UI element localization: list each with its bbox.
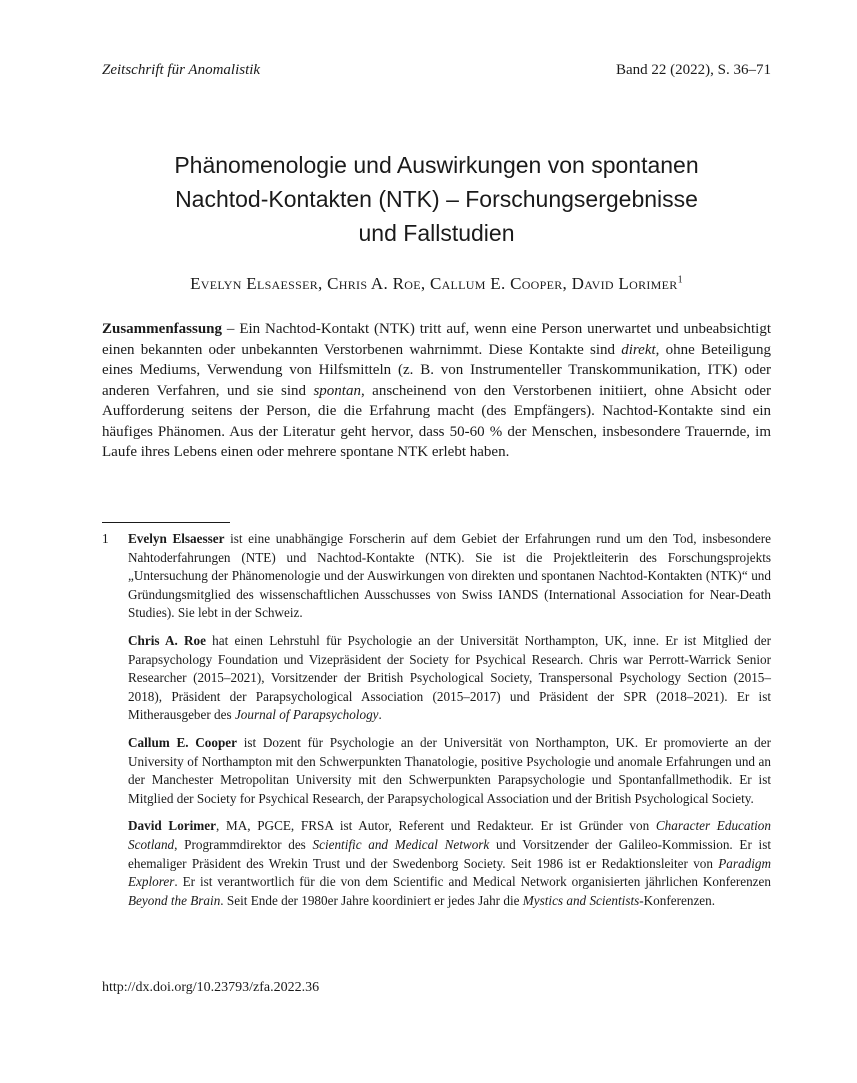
footnote-author-name: David Lorimer [128, 818, 216, 834]
footnote-text: hat einen Lehrstuhl für Psychologie an der Universität Northampton, UK, inne. Er ist Mitglied der Parapsychology Foundation und Vizepräsident der Society for Psychical Research. Chris war Perrott-Warrick Senior Researcher (2015–2021), Vorsitzender der British Psychological Society, Transpersonal Psychology Section (2015–2018), Präsident der Parapsychological Association (2015–2017) und Präsident der SPR (2018–2021). Er ist Mitherausgeber des [128, 632, 771, 723]
title-line-1: Phänomenologie und Auswirkungen von spontanen [174, 152, 699, 178]
footnote-text-end: . [378, 707, 382, 723]
abstract-label: Zusammenfassung [102, 321, 223, 337]
footnote-em: Mystics and Scientists [522, 892, 640, 908]
running-head [102, 62, 771, 79]
footnote-author-name: Callum E. Cooper [128, 734, 238, 750]
footnote-em: Paradigm Explorer [128, 855, 771, 890]
footnote-roe [128, 632, 771, 725]
footnote-author-name: Chris A. Roe [128, 632, 206, 648]
footnote-rule [102, 522, 230, 523]
abstract-em-direkt: direkt [621, 341, 656, 358]
footnote-text: -Konferenzen. [639, 892, 716, 908]
footnote-text: . Seit Ende der 1980er Jahre koordiniert er jedes Jahr die [220, 892, 523, 908]
abstract-text-2: , ohne Beteiligung eines Mediums, Verwendung von Hilfsmitteln (z. B. von Instrumenteller Transkommunikation, ITK) oder anderen Verfahren, und sie sind [102, 341, 771, 399]
footnote-text: und Vorsitzender der Galileo-Kommission. Er ist ehemaliger Präsident des Wrekin Trust und der Swedenborg Society. Seit 1986 ist er Redaktionsleiter von [128, 836, 771, 871]
abstract [102, 319, 771, 463]
footnote-em: Beyond the Brain [128, 892, 221, 908]
volume-pages: Band 22 (2022), S. 36–71 [616, 62, 771, 78]
author-names: Evelyn Elsaesser, Chris A. Roe, Callum E. Cooper, David Lorimer [190, 274, 678, 293]
footnote-author-name: Evelyn Elsaesser [128, 531, 225, 546]
footnote-text: , MA, PGCE, FRSA ist Autor, Referent und Redakteur. Er ist Gründer von [216, 818, 656, 834]
article-title [102, 148, 771, 250]
footnote-em: Character Education Scotland [128, 818, 771, 852]
footnotes [102, 530, 771, 919]
journal-name: Zeitschrift für Anomalistik [102, 62, 261, 78]
abstract-em-spontan: spontan [313, 382, 361, 399]
author-list [102, 274, 771, 294]
footnote-em: Scientific and Medical Network [312, 836, 490, 852]
author-footnote-mark: 1 [677, 274, 683, 286]
footnote-cooper [128, 734, 771, 808]
footnote-elsaesser [102, 530, 771, 623]
abstract-text-3: , anscheinend von den Verstorbenen initiiert, ohne Absicht oder Aufforderung seitens der Person, die die Erfahrung macht (des Empfängers). Nachtod-Kontakte sind ein häufiges Phänomen. Aus der Literatur geht hervor, dass 50-60 % der Menschen, insbesondere Trauernde, im Laufe ihres Lebens einen oder mehrere spontane NTK erlebt haben. [102, 382, 771, 460]
footnote-em: Journal of Parapsychology [234, 707, 379, 723]
abstract-text-1: Ein Nachtod-Kontakt (NTK) tritt auf, wenn eine Person unerwartet und unbeabsichtigt einen bekannten oder unbekannten Verstorbenen wahrnimmt. Diese Kontakte sind [102, 321, 771, 358]
doi-link[interactable]: http://dx.doi.org/10.23793/zfa.2022.36 [102, 980, 320, 995]
title-line-3: und Fallstudien [358, 220, 515, 246]
footnote-text: ist Dozent für Psychologie an der Universität von Northampton, UK. Er promovierte an der University of Northampton mit den Schwerpunkten Thanatologie, positive Psychologie und anomale Erfahrungen und an der Manchester Metropolitan University mit den Schwerpunkten Parapsychologie und Spontanfallmethodik. Er ist Mitglied der Society for Psychical Research, der Parapsychological Association und der British Psychological Society. [128, 734, 772, 806]
title-line-2: Nachtod-Kontakten (NTK) – Forschungsergebnisse [175, 186, 698, 212]
footnote-lorimer [128, 817, 771, 910]
footnote-text: ist eine unabhängige Forscherin auf dem Gebiet der Erfahrungen rund um den Tod, insbesondere Nahtoderfahrungen (NTE) und Nachtod-Kontakte (NTK). Sie ist die Projektleiterin des Forschungsprojekts „Untersuchung der Phänomenologie und der Auswirkungen von direkten und spontanen Nachtod-Kontakten (NTK)“ und Gründungsmitglied des wissenschaftlichen Ausschusses von Swiss IANDS (International Association for Near-Death Studies). Sie lebt in der Schweiz. [128, 531, 771, 621]
footnote-text: , Programmdirektor des [174, 836, 313, 852]
abstract-dash: – [222, 321, 240, 337]
footnote-number: 1 [102, 531, 109, 546]
footnote-text: . Er ist verantwortlich für die von dem Scientific and Medical Network organisierten jährlichen Konferenzen [174, 874, 771, 890]
